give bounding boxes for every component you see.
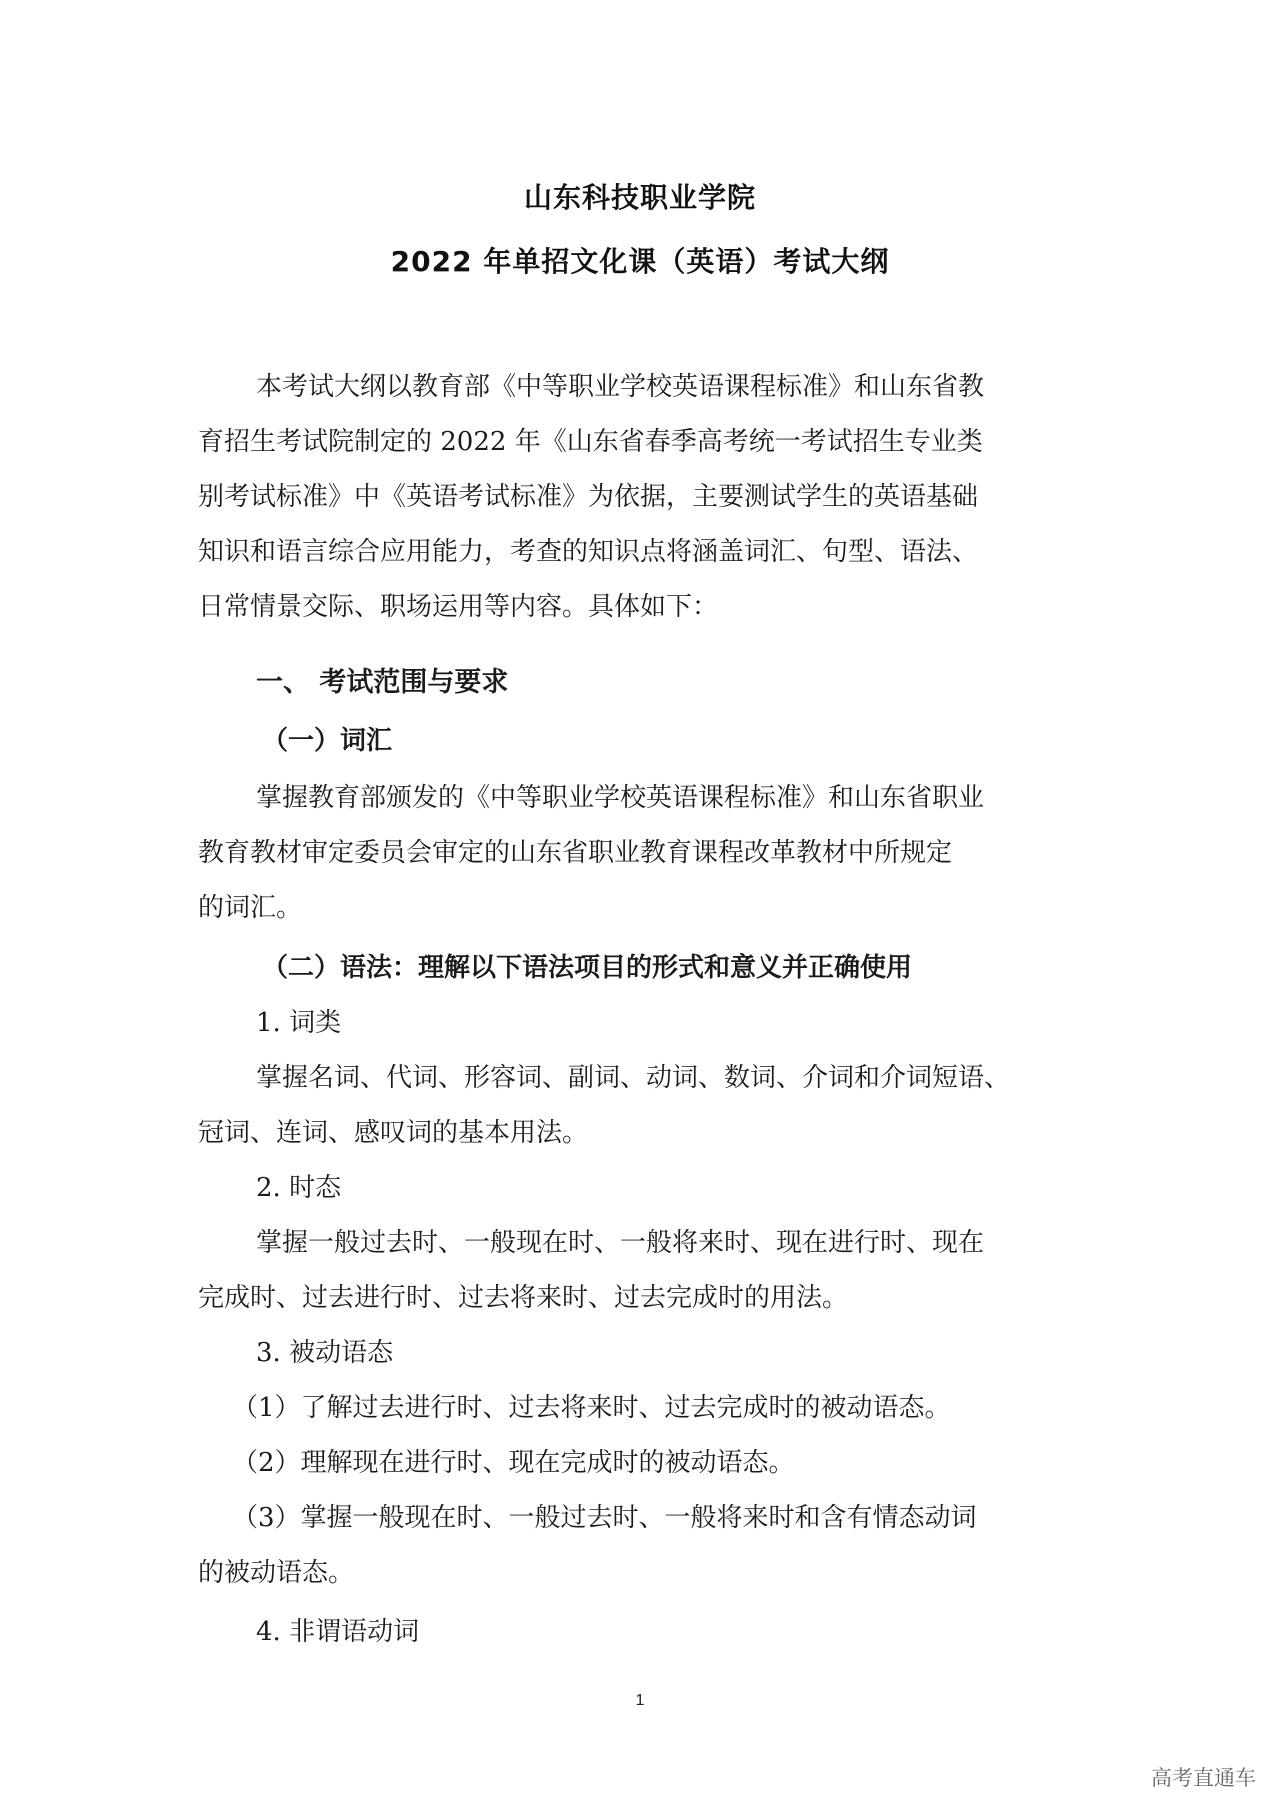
item-title: 4. 非谓语动词 [256,1617,420,1647]
intro-line: 本考试大纲以教育部《中等职业学校英语课程标准》和山东省教 [256,372,985,402]
vocabulary-line: 教育教材审定委员会审定的山东省职业教育课程改革教材中所规定 [198,838,953,868]
item-title: 1. 词类 [256,1008,342,1038]
item-title: 2. 时态 [256,1173,342,1203]
intro-line: 育招生考试院制定的 2022 年《山东省春季高考统一考试招生专业类 [198,427,983,457]
item-point: （1）了解过去进行时、过去将来时、过去完成时的被动语态。 [232,1393,951,1423]
vocabulary-line: 的词汇。 [198,893,303,923]
item-body-line: 完成时、过去进行时、过去将来时、过去完成时的用法。 [198,1283,849,1313]
vocabulary-line: 掌握教育部颁发的《中等职业学校英语课程标准》和山东省职业 [256,783,985,813]
item-title: 3. 被动语态 [256,1338,394,1368]
document-title-exam: 2022 年单招文化课（英语）考试大纲 [390,245,890,278]
section-heading: 一、 考试范围与要求 [256,667,509,698]
intro-line: 别考试标准》中《英语考试标准》为依据，主要测试学生的英语基础 [198,482,979,512]
item-point: （3）掌握一般现在时、一般过去时、一般将来时和含有情态动词 [232,1503,977,1533]
subsection-heading-grammar: （二）语法：理解以下语法项目的形式和意义并正确使用 [262,953,913,983]
intro-line: 日常情景交际、职场运用等内容。具体如下： [198,592,719,622]
item-body-line: 掌握名词、代词、形容词、副词、动词、数词、介词和介词短语、 [256,1063,1011,1093]
item-body-line: 掌握一般过去时、一般现在时、一般将来时、现在进行时、现在 [256,1228,985,1258]
item-body-line: 冠词、连词、感叹词的基本用法。 [198,1118,589,1148]
page-number: 1 [635,1692,645,1709]
document-title-school: 山东科技职业学院 [523,181,756,214]
subsection-heading-vocabulary: （一）词汇 [262,726,393,756]
item-point: 的被动语态。 [198,1558,355,1588]
watermark: 高考直通车 [1151,1766,1256,1790]
item-point: （2）理解现在进行时、现在完成时的被动语态。 [232,1448,795,1478]
intro-line: 知识和语言综合应用能力，考查的知识点将涵盖词汇、句型、语法、 [198,537,979,567]
